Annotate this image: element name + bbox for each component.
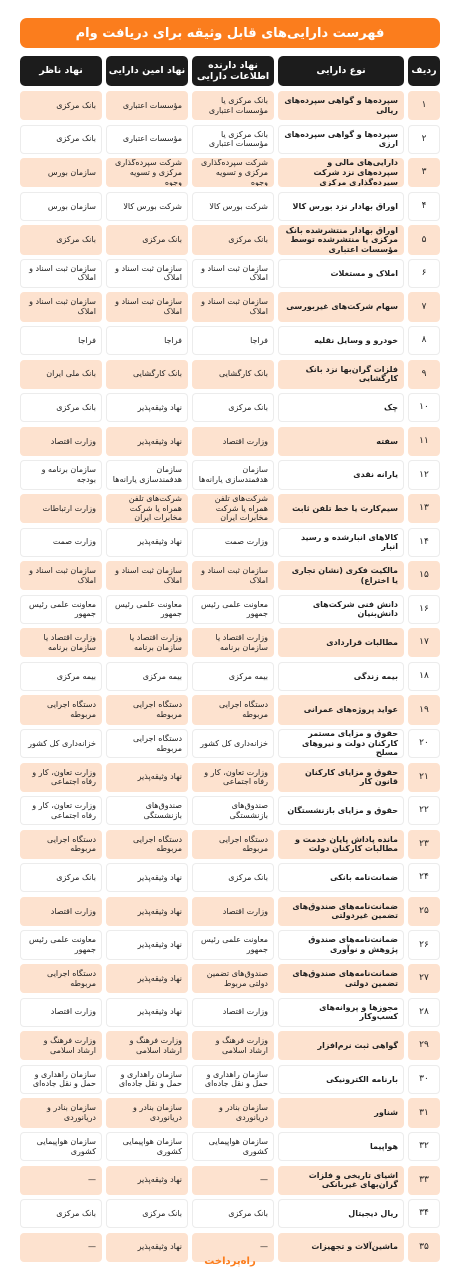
index-cell: ۱۹ (408, 695, 440, 724)
index-cell: ۱۸ (408, 662, 440, 691)
supervisor-cell: وزارت فرهنگ و ارشاد اسلامی (20, 1031, 102, 1060)
supervisor-cell: سازمان هواپیمایی کشوری (20, 1132, 102, 1161)
holder-cell: — (192, 1233, 274, 1262)
index-cell: ۱۷ (408, 628, 440, 657)
holder-cell: بانک کارگشایی (192, 360, 274, 389)
trustee-cell: نهاد وثیقه‌پذیر (106, 528, 188, 557)
holder-cell: بانک مرکزی یا مؤسسات اعتباری (192, 91, 274, 120)
table-row (20, 729, 440, 758)
index-cell: ۱۳ (408, 494, 440, 523)
supervisor-cell: بانک مرکزی (20, 1199, 102, 1228)
holder-cell: شرکت بورس کالا (192, 192, 274, 221)
supervisor-cell: فراجا (20, 326, 102, 355)
holder-cell: وزارت صمت (192, 528, 274, 557)
holder-cell: بانک مرکزی (192, 393, 274, 422)
index-cell: ۴ (408, 192, 440, 221)
type-cell: اشیای تاریخی و فلزات گران‌بهای غیربانکی (278, 1166, 404, 1195)
table-row (20, 360, 440, 389)
supervisor-cell: وزارت صمت (20, 528, 102, 557)
type-cell: اوراق بهادار نزد بورس کالا (278, 192, 404, 221)
trustee-cell: سازمان ثبت اسناد و املاک (106, 259, 188, 288)
header-type: نوع دارایی (278, 56, 404, 86)
type-cell: ضمانت‌نامه‌های صندوق پژوهش و نوآوری (278, 930, 404, 959)
holder-cell: وزارت اقتصاد یا سازمان برنامه (192, 628, 274, 657)
holder-cell: سازمان هدفمندسازی یارانه‌ها (192, 460, 274, 489)
supervisor-cell: بانک مرکزی (20, 393, 102, 422)
table-row (20, 561, 440, 590)
brand-logo: راه‌پرداخت (204, 1255, 256, 1267)
index-cell: ۱۶ (408, 595, 440, 624)
table-row (20, 930, 440, 959)
trustee-cell: سازمان هدفمندسازی یارانه‌ها (106, 460, 188, 489)
trustee-cell: مؤسسات اعتباری (106, 125, 188, 154)
type-cell: شناور (278, 1098, 404, 1127)
type-cell: بیمه زندگی (278, 662, 404, 691)
holder-cell: بانک مرکزی (192, 225, 274, 254)
table-row (20, 1166, 440, 1195)
holder-cell: شرکت سپرده‌گذاری مرکزی و تسویه وجوه (192, 158, 274, 187)
table-row (20, 796, 440, 825)
type-cell: ماشین‌آلات و تجهیزات (278, 1233, 404, 1262)
holder-cell: فراجا (192, 326, 274, 355)
trustee-cell: دستگاه اجرایی مربوطه (106, 695, 188, 724)
table-row (20, 393, 440, 422)
supervisor-cell: بانک مرکزی (20, 225, 102, 254)
type-cell: هواپیما (278, 1132, 404, 1161)
supervisor-cell: بانک ملی ایران (20, 360, 102, 389)
holder-cell: بیمه مرکزی (192, 662, 274, 691)
index-cell: ۱۴ (408, 528, 440, 557)
holder-cell: دستگاه اجرایی مربوطه (192, 695, 274, 724)
supervisor-cell: دستگاه اجرایی مربوطه (20, 830, 102, 859)
holder-cell: سازمان ثبت اسناد و املاک (192, 259, 274, 288)
index-cell: ۷ (408, 292, 440, 321)
page-title: فهرست دارایی‌های قابل وثیقه برای دریافت وام (20, 18, 440, 48)
trustee-cell: شرکت‌های تلفن همراه یا شرکت مخابرات ایران (106, 494, 188, 523)
index-cell: ۲۱ (408, 763, 440, 792)
trustee-cell: دستگاه اجرایی مربوطه (106, 830, 188, 859)
type-cell: ضمانت‌نامه بانکی (278, 863, 404, 892)
holder-cell: بانک مرکزی (192, 863, 274, 892)
index-cell: ۳۰ (408, 1065, 440, 1094)
supervisor-cell: سازمان بنادر و دریانوردی (20, 1098, 102, 1127)
holder-cell: دستگاه اجرایی مربوطه (192, 830, 274, 859)
type-cell: گواهی ثبت نرم‌افزار (278, 1031, 404, 1060)
type-cell: دانش فنی شرکت‌های دانش‌بنیان (278, 595, 404, 624)
type-cell: دارایی‌های مالی و سپرده‌های نزد شرکت سپرده‌گذاری مرکزی (278, 158, 404, 187)
index-cell: ۲۹ (408, 1031, 440, 1060)
supervisor-cell: خزانه‌داری کل کشور (20, 729, 102, 758)
holder-cell: خزانه‌داری کل کشور (192, 729, 274, 758)
trustee-cell: سازمان ثبت اسناد و املاک (106, 292, 188, 321)
type-cell: حقوق و مزایای کارکنان قانون کار (278, 763, 404, 792)
trustee-cell: فراجا (106, 326, 188, 355)
holder-cell: بانک مرکزی یا مؤسسات اعتباری (192, 125, 274, 154)
holder-cell: وزارت اقتصاد (192, 897, 274, 926)
type-cell: سفته (278, 427, 404, 456)
index-cell: ۲۷ (408, 964, 440, 993)
trustee-cell: وزارت اقتصاد یا سازمان برنامه (106, 628, 188, 657)
trustee-cell: شرکت سپرده‌گذاری مرکزی و تسویه وجوه (106, 158, 188, 187)
supervisor-cell: — (20, 1166, 102, 1195)
trustee-cell: دستگاه اجرایی مربوطه (106, 729, 188, 758)
holder-cell: بانک مرکزی (192, 1199, 274, 1228)
type-cell: حقوق و مزایای مستمر کارکنان دولت و نیروهای مسلح (278, 729, 404, 758)
holder-cell: وزارت تعاون، کار و رفاه اجتماعی (192, 763, 274, 792)
index-cell: ۸ (408, 326, 440, 355)
supervisor-cell: سازمان بورس (20, 158, 102, 187)
table-row (20, 595, 440, 624)
index-cell: ۶ (408, 259, 440, 288)
holder-cell: سازمان راهداری و حمل و نقل جاده‌ای (192, 1065, 274, 1094)
type-cell: حقوق و مزایای بازنشستگان (278, 796, 404, 825)
trustee-cell: مؤسسات اعتباری (106, 91, 188, 120)
trustee-cell: نهاد وثیقه‌پذیر (106, 1233, 188, 1262)
supervisor-cell: بانک مرکزی (20, 863, 102, 892)
index-cell: ۵ (408, 225, 440, 254)
table-row (20, 863, 440, 892)
holder-cell: وزارت اقتصاد (192, 998, 274, 1027)
type-cell: خودرو و وسایل نقلیه (278, 326, 404, 355)
table-row (20, 427, 440, 456)
table-row (20, 494, 440, 523)
holder-cell: سازمان ثبت اسناد و املاک (192, 561, 274, 590)
type-cell: فلزات گران‌بها نزد بانک کارگشایی (278, 360, 404, 389)
supervisor-cell: وزارت ارتباطات (20, 494, 102, 523)
table-row (20, 292, 440, 321)
supervisor-cell: بیمه مرکزی (20, 662, 102, 691)
supervisor-cell: سازمان ثبت اسناد و املاک (20, 561, 102, 590)
type-cell: ضمانت‌نامه‌های صندوق‌های تضمین غیردولتی (278, 897, 404, 926)
supervisor-cell: معاونت علمی رئیس جمهور (20, 930, 102, 959)
index-cell: ۳۵ (408, 1233, 440, 1262)
index-cell: ۲۸ (408, 998, 440, 1027)
supervisor-cell: سازمان بورس (20, 192, 102, 221)
table-row (20, 1098, 440, 1127)
type-cell: املاک و مستغلات (278, 259, 404, 288)
table-row (20, 460, 440, 489)
trustee-cell: نهاد وثیقه‌پذیر (106, 998, 188, 1027)
type-cell: سپرده‌ها و گواهی سپرده‌های ارزی (278, 125, 404, 154)
index-cell: ۲۰ (408, 729, 440, 758)
trustee-cell: نهاد وثیقه‌پذیر (106, 897, 188, 926)
trustee-cell: بانک مرکزی (106, 225, 188, 254)
type-cell: سهام شرکت‌های غیربورسی (278, 292, 404, 321)
type-cell: چک (278, 393, 404, 422)
trustee-cell: سازمان هواپیمایی کشوری (106, 1132, 188, 1161)
supervisor-cell: وزارت اقتصاد یا سازمان برنامه (20, 628, 102, 657)
table-row (20, 662, 440, 691)
index-cell: ۲۳ (408, 830, 440, 859)
index-cell: ۳۱ (408, 1098, 440, 1127)
holder-cell: سازمان ثبت اسناد و املاک (192, 292, 274, 321)
holder-cell: صندوق‌های تضمین دولتی مربوط (192, 964, 274, 993)
type-cell: سپرده‌ها و گواهی سپرده‌های ریالی (278, 91, 404, 120)
supervisor-cell: بانک مرکزی (20, 125, 102, 154)
holder-cell: معاونت علمی رئیس جمهور (192, 930, 274, 959)
table-row (20, 1132, 440, 1161)
supervisor-cell: وزارت اقتصاد (20, 897, 102, 926)
trustee-cell: نهاد وثیقه‌پذیر (106, 863, 188, 892)
supervisor-cell: معاونت علمی رئیس جمهور (20, 595, 102, 624)
table-row (20, 964, 440, 993)
table-row (20, 528, 440, 557)
index-cell: ۱۱ (408, 427, 440, 456)
supervisor-cell: سازمان برنامه و بودجه (20, 460, 102, 489)
header-trustee: نهاد امین دارایی (106, 56, 188, 86)
table-row (20, 125, 440, 154)
type-cell: ریال دیجیتال (278, 1199, 404, 1228)
index-cell: ۱۰ (408, 393, 440, 422)
table-row (20, 326, 440, 355)
table-row (20, 830, 440, 859)
table-row (20, 897, 440, 926)
type-cell: یارانه نقدی (278, 460, 404, 489)
supervisor-cell: سازمان ثبت اسناد و املاک (20, 292, 102, 321)
holder-cell: معاونت علمی رئیس جمهور (192, 595, 274, 624)
holder-cell: سازمان هواپیمایی کشوری (192, 1132, 274, 1161)
supervisor-cell: دستگاه اجرایی مربوطه (20, 964, 102, 993)
holder-cell: وزارت اقتصاد (192, 427, 274, 456)
index-cell: ۲۴ (408, 863, 440, 892)
type-cell: کالاهای انبارشده و رسید انبار (278, 528, 404, 557)
type-cell: مطالبات قراردادی (278, 628, 404, 657)
table-row (20, 1031, 440, 1060)
holder-cell: وزارت فرهنگ و ارشاد اسلامی (192, 1031, 274, 1060)
trustee-cell: شرکت بورس کالا (106, 192, 188, 221)
type-cell: سیم‌کارت یا خط تلفن ثابت (278, 494, 404, 523)
header-index: ردیف (408, 56, 440, 86)
table-row (20, 628, 440, 657)
holder-cell: صندوق‌های بازنشستگی (192, 796, 274, 825)
trustee-cell: بانک کارگشایی (106, 360, 188, 389)
index-cell: ۳۲ (408, 1132, 440, 1161)
index-cell: ۹ (408, 360, 440, 389)
supervisor-cell: بانک مرکزی (20, 91, 102, 120)
type-cell: مالکیت فکری (نشان تجاری یا اختراع) (278, 561, 404, 590)
supervisor-cell: وزارت تعاون، کار و رفاه اجتماعی (20, 763, 102, 792)
table-body (20, 91, 440, 1262)
supervisor-cell: وزارت تعاون، کار و رفاه اجتماعی (20, 796, 102, 825)
trustee-cell: بانک مرکزی (106, 1199, 188, 1228)
type-cell: بارنامه الکترونیکی (278, 1065, 404, 1094)
trustee-cell: سازمان بنادر و دریانوردی (106, 1098, 188, 1127)
supervisor-cell: دستگاه اجرایی مربوطه (20, 695, 102, 724)
type-cell: مانده پاداش پایان خدمت و مطالبات کارکنان دولت (278, 830, 404, 859)
holder-cell: سازمان بنادر و دریانوردی (192, 1098, 274, 1127)
trustee-cell: سازمان ثبت اسناد و املاک (106, 561, 188, 590)
trustee-cell: صندوق‌های بازنشستگی (106, 796, 188, 825)
index-cell: ۲۵ (408, 897, 440, 926)
table-row (20, 259, 440, 288)
header-supervisor: نهاد ناظر (20, 56, 102, 86)
trustee-cell: نهاد وثیقه‌پذیر (106, 427, 188, 456)
type-cell: اوراق بهادار منتشرشده بانک مرکزی یا منتشرشده توسط مؤسسات اعتباری (278, 225, 404, 254)
index-cell: ۳۴ (408, 1199, 440, 1228)
table-row (20, 192, 440, 221)
index-cell: ۱ (408, 91, 440, 120)
header-holder: نهاد دارنده اطلاعات دارایی (192, 56, 274, 86)
table-row (20, 91, 440, 120)
trustee-cell: بیمه مرکزی (106, 662, 188, 691)
index-cell: ۲ (408, 125, 440, 154)
index-cell: ۳۳ (408, 1166, 440, 1195)
trustee-cell: نهاد وثیقه‌پذیر (106, 964, 188, 993)
table-row (20, 158, 440, 187)
holder-cell: شرکت‌های تلفن همراه یا شرکت مخابرات ایران (192, 494, 274, 523)
holder-cell: — (192, 1166, 274, 1195)
index-cell: ۲۲ (408, 796, 440, 825)
trustee-cell: نهاد وثیقه‌پذیر (106, 393, 188, 422)
trustee-cell: نهاد وثیقه‌پذیر (106, 763, 188, 792)
supervisor-cell: — (20, 1233, 102, 1262)
index-cell: ۲۶ (408, 930, 440, 959)
type-cell: ضمانت‌نامه‌های صندوق‌های تضمین دولتی (278, 964, 404, 993)
supervisor-cell: وزارت اقتصاد (20, 427, 102, 456)
table-row (20, 225, 440, 254)
type-cell: عواید پروژه‌های عمرانی (278, 695, 404, 724)
type-cell: مجوزها و پروانه‌های کسب‌وکار (278, 998, 404, 1027)
index-cell: ۱۵ (408, 561, 440, 590)
supervisor-cell: وزارت اقتصاد (20, 998, 102, 1027)
trustee-cell: نهاد وثیقه‌پذیر (106, 1166, 188, 1195)
table-header (20, 56, 440, 86)
table-row (20, 1199, 440, 1228)
trustee-cell: وزارت فرهنگ و ارشاد اسلامی (106, 1031, 188, 1060)
table-row (20, 763, 440, 792)
index-cell: ۳ (408, 158, 440, 187)
supervisor-cell: سازمان ثبت اسناد و املاک (20, 259, 102, 288)
trustee-cell: نهاد وثیقه‌پذیر (106, 930, 188, 959)
trustee-cell: معاونت علمی رئیس جمهور (106, 595, 188, 624)
table-row (20, 695, 440, 724)
supervisor-cell: سازمان راهداری و حمل و نقل جاده‌ای (20, 1065, 102, 1094)
table-row (20, 998, 440, 1027)
table-row (20, 1065, 440, 1094)
trustee-cell: سازمان راهداری و حمل و نقل جاده‌ای (106, 1065, 188, 1094)
index-cell: ۱۲ (408, 460, 440, 489)
